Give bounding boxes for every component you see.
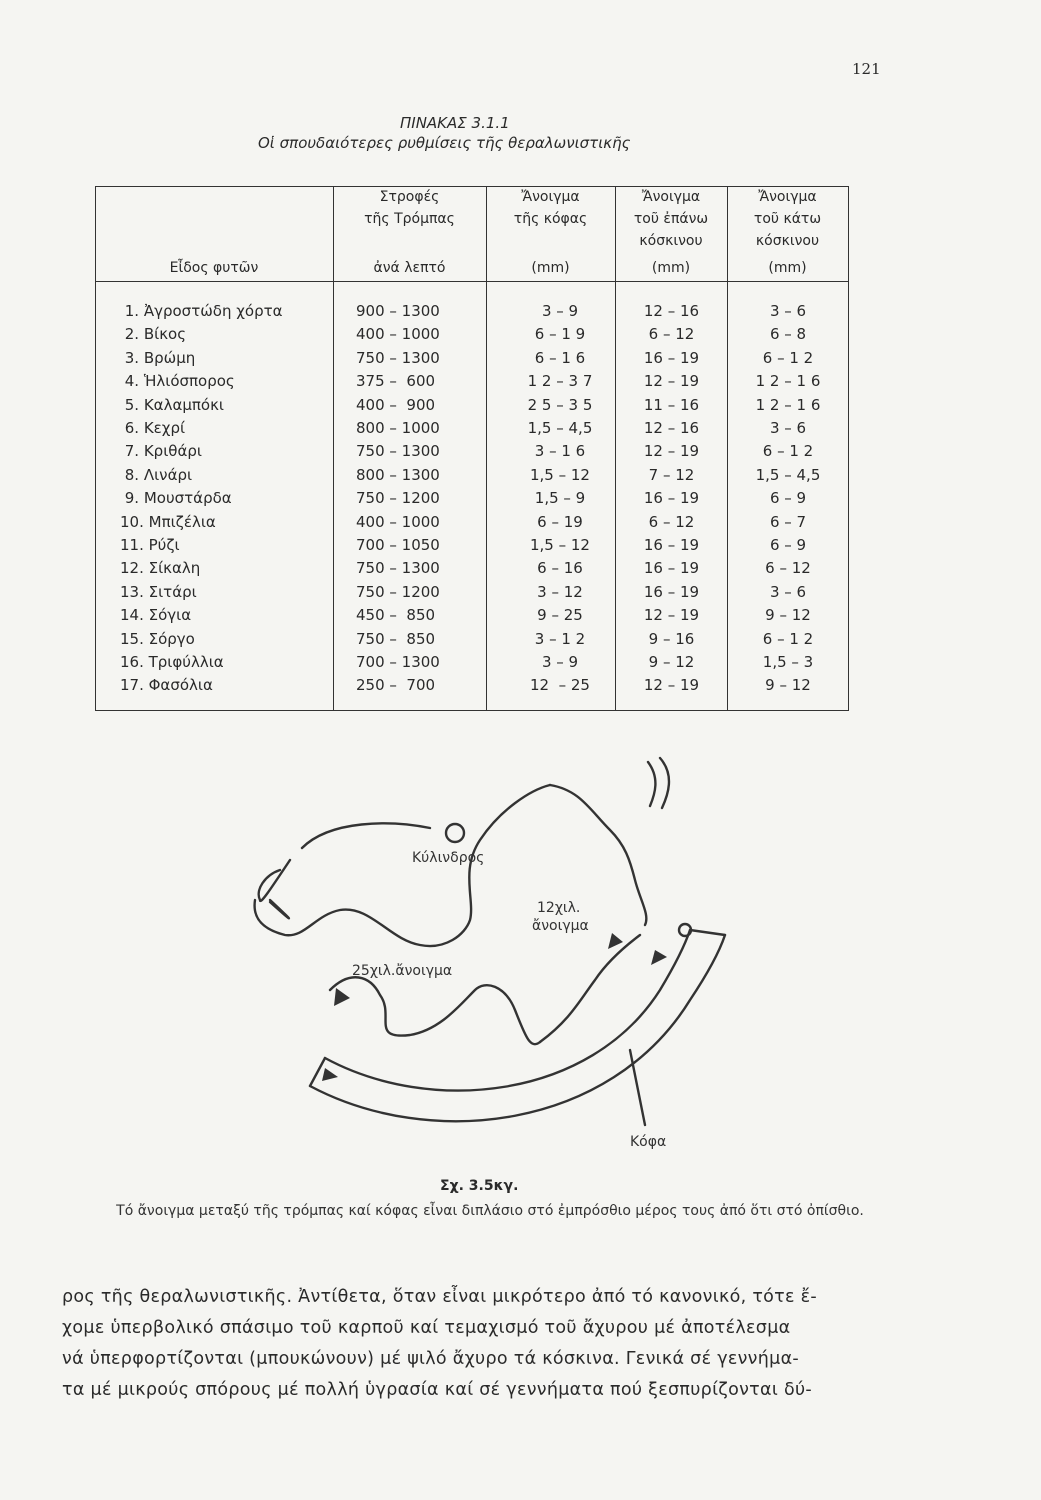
body-paragraph	[62, 1282, 912, 1406]
upper-sieve-gap-cell: 16 – 19	[643, 582, 700, 601]
header-lower-sieve-unit: (mm)	[768, 260, 807, 276]
plant-name-cell: 10. Μπιζέλια	[120, 512, 216, 531]
drum-rpm-cell: 800 – 1300	[356, 465, 440, 484]
drum-rpm-cell: 250 – 700	[356, 676, 436, 695]
upper-sieve-gap-cell: 7 – 12	[648, 465, 695, 484]
plant-name-cell: 16. Τριφύλλια	[120, 653, 224, 671]
label-gap-front-line2: ἄνοιγμα	[532, 918, 589, 934]
plant-name-cell: 6. Κεχρί	[120, 419, 186, 437]
lower-sieve-gap-cell: 6 – 12	[765, 559, 811, 578]
upper-sieve-gap-cell: 6 – 12	[648, 512, 695, 531]
lower-sieve-gap-cell: 9 – 12	[765, 606, 811, 625]
header-cone-gap-line2: τῆς κόφας	[513, 211, 588, 227]
plant-name-cell: 3. Βρώμη	[120, 348, 196, 367]
lower-sieve-gap-cell: 3 – 6	[769, 582, 807, 601]
lower-sieve-gap-cell: 6 – 7	[769, 512, 807, 531]
lower-sieve-gap-cell: 6 – 1 2	[762, 442, 814, 461]
header-upper-sieve-unit: (mm)	[651, 260, 691, 276]
lower-sieve-gap-cell: 9 – 12	[765, 676, 811, 695]
upper-sieve-gap-cell: 6 – 12	[648, 325, 695, 344]
table-subtitle: Οἱ σπουδαιότερες ρυθμίσεις τῆς θεραλωνιστικῆς	[258, 134, 631, 152]
header-plant-type: Εἶδος φυτῶν	[169, 260, 259, 276]
label-concave: Κόφα	[630, 1134, 667, 1150]
plant-name-cell: 1. Ἀγροστώδη χόρτα	[120, 302, 283, 320]
plant-name-cell: 2. Βίκος	[120, 325, 187, 344]
lower-sieve-gap-cell: 1,5 – 3	[762, 653, 814, 671]
header-upper-sieve-line3: κόσκινου	[639, 233, 703, 249]
lower-sieve-gap-cell: 1,5 – 4,5	[755, 465, 821, 484]
cone-gap-cell: 1,5 – 4,5	[527, 419, 593, 437]
plant-name-cell: 14. Σόγια	[120, 606, 192, 625]
header-drum-rpm-line3: ἀνά λεπτό	[373, 260, 446, 276]
drum-rpm-cell: 900 – 1300	[356, 302, 440, 320]
figure-number: Σχ. 3.5κγ.	[440, 1178, 519, 1194]
upper-sieve-gap-cell: 12 – 19	[643, 606, 700, 625]
lower-sieve-gap-cell: 1 2 – 1 6	[755, 395, 821, 414]
label-cylinder: Κύλινδρος	[412, 850, 485, 866]
plant-name-cell: 11. Ρύζι	[120, 536, 180, 554]
figure-caption: Τό ἄνοιγμα μεταξύ τῆς τρόμπας καί κόφας εἶναι διπλάσιο στό ἐμπρόσθιο μέρος τους ἀπό ὅτι στό ὀπίσθιο.	[116, 1203, 864, 1219]
cone-gap-cell: 3 – 12	[537, 582, 583, 601]
header-drum-rpm-line2: τῆς Τρόμπας	[364, 211, 455, 227]
cone-gap-cell: 3 – 9	[541, 653, 579, 671]
upper-sieve-gap-cell: 12 – 19	[643, 372, 700, 391]
header-cone-gap-unit: (mm)	[531, 260, 570, 276]
cone-gap-cell: 1,5 – 12	[530, 536, 590, 554]
lower-sieve-gap-cell: 6 – 8	[769, 325, 807, 344]
plant-name-cell: 7. Κριθάρι	[120, 442, 202, 461]
cone-gap-cell: 6 – 1 6	[534, 348, 586, 367]
cone-gap-cell: 1,5 – 9	[534, 489, 586, 508]
cone-gap-cell: 1 2 – 3 7	[527, 372, 593, 391]
upper-sieve-gap-cell: 12 – 16	[643, 302, 700, 320]
plant-name-cell: 15. Σόργο	[120, 629, 195, 648]
body-line-2: χομε ὑπερβολικό σπάσιμο τοῦ καρποῦ καί τεμαχισμό τοῦ ἄχυρου μέ ἀποτέλεσμα	[62, 1318, 791, 1338]
label-gap-front-line1: 12χιλ.	[537, 900, 581, 916]
lower-sieve-gap-cell: 1 2 – 1 6	[755, 372, 821, 391]
cone-gap-cell: 6 – 19	[537, 512, 583, 531]
body-line-3: νά ὑπερφορτίζονται (μπουκώνουν) μέ ψιλό ἄχυρο τά κόσκινα. Γενικά σέ γεννήμα-	[62, 1349, 800, 1369]
plant-name-cell: 13. Σιτάρι	[120, 582, 197, 601]
upper-sieve-gap-cell: 12 – 19	[643, 676, 700, 695]
cone-gap-cell: 6 – 16	[537, 559, 583, 578]
drum-rpm-cell: 750 – 1300	[356, 442, 440, 461]
drum-rpm-cell: 375 – 600	[356, 372, 436, 391]
drum-rpm-cell: 750 – 1200	[356, 489, 440, 508]
drum-rpm-cell: 400 – 1000	[356, 325, 440, 344]
lower-sieve-gap-cell: 3 – 6	[769, 302, 807, 320]
label-gap-back: 25χιλ.ἄνοιγμα	[352, 963, 453, 979]
header-upper-sieve-line2: τοῦ ἐπάνω	[633, 211, 709, 227]
body-line-1: ρος τῆς θεραλωνιστικῆς. Ἀντίθετα, ὅταν εἶναι μικρότερο ἀπό τό κανονικό, τότε ἔ-	[62, 1287, 817, 1307]
body-line-4: τα μέ μικρούς σπόρους μέ πολλή ὑγρασία καί σέ γεννήματα πού ξεσπυρίζονται δύ-	[62, 1380, 812, 1400]
cone-gap-cell: 3 – 1 6	[534, 442, 586, 461]
upper-sieve-gap-cell: 16 – 19	[643, 536, 700, 554]
threshing-drum-diagram	[230, 750, 750, 1160]
cone-gap-cell: 3 – 9	[541, 302, 579, 320]
drum-rpm-cell: 400 – 900	[356, 395, 436, 414]
header-drum-rpm-line1: Στροφές	[379, 189, 440, 205]
drum-rpm-cell: 750 – 1300	[356, 348, 440, 367]
upper-sieve-gap-cell: 9 – 12	[648, 653, 695, 671]
cone-gap-cell: 3 – 1 2	[534, 629, 586, 648]
lower-sieve-gap-cell: 6 – 9	[769, 536, 807, 554]
drum-rpm-cell: 450 – 850	[356, 606, 436, 625]
lower-sieve-gap-cell: 6 – 1 2	[762, 629, 814, 648]
upper-sieve-gap-cell: 16 – 19	[643, 348, 700, 367]
cone-gap-cell: 9 – 25	[537, 606, 583, 625]
drum-rpm-cell: 400 – 1000	[356, 512, 440, 531]
table-title: ΠΙΝΑΚΑΣ 3.1.1	[400, 114, 510, 132]
plant-name-cell: 5. Καλαμπόκι	[120, 395, 225, 414]
cone-gap-cell: 12 – 25	[530, 676, 590, 695]
drum-rpm-cell: 700 – 1300	[356, 653, 440, 671]
header-cone-gap-line1: Ἄνοιγμα	[521, 189, 580, 205]
header-lower-sieve-line1: Ἄνοιγμα	[758, 189, 817, 205]
header-lower-sieve-line2: τοῦ κάτω	[753, 211, 822, 227]
lower-sieve-gap-cell: 6 – 9	[769, 489, 807, 508]
plant-name-cell: 9. Μουστάρδα	[120, 489, 232, 508]
drum-rpm-cell: 700 – 1050	[356, 536, 440, 554]
drum-rpm-cell: 800 – 1000	[356, 419, 440, 437]
upper-sieve-gap-cell: 9 – 16	[648, 629, 695, 648]
upper-sieve-gap-cell: 11 – 16	[643, 395, 700, 414]
page-number: 121	[852, 60, 881, 78]
cone-gap-cell: 2 5 – 3 5	[527, 395, 593, 414]
cone-gap-cell: 1,5 – 12	[530, 465, 590, 484]
upper-sieve-gap-cell: 16 – 19	[643, 559, 700, 578]
plant-name-cell: 4. Ἡλιόσπορος	[120, 372, 235, 391]
header-upper-sieve-line1: Ἄνοιγμα	[641, 189, 701, 205]
lower-sieve-gap-cell: 3 – 6	[769, 419, 807, 437]
drum-rpm-cell: 750 – 850	[356, 629, 436, 648]
drum-rpm-cell: 750 – 1200	[356, 582, 440, 601]
drum-rpm-cell: 750 – 1300	[356, 559, 440, 578]
upper-sieve-gap-cell: 16 – 19	[643, 489, 700, 508]
lower-sieve-gap-cell: 6 – 1 2	[762, 348, 814, 367]
upper-sieve-gap-cell: 12 – 16	[643, 419, 700, 437]
plant-name-cell: 17. Φασόλια	[120, 676, 213, 695]
plant-name-cell: 8. Λινάρι	[120, 465, 193, 484]
header-lower-sieve-line3: κόσκινου	[755, 233, 820, 249]
upper-sieve-gap-cell: 12 – 19	[643, 442, 700, 461]
cone-gap-cell: 6 – 1 9	[534, 325, 586, 344]
plant-name-cell: 12. Σίκαλη	[120, 559, 201, 578]
